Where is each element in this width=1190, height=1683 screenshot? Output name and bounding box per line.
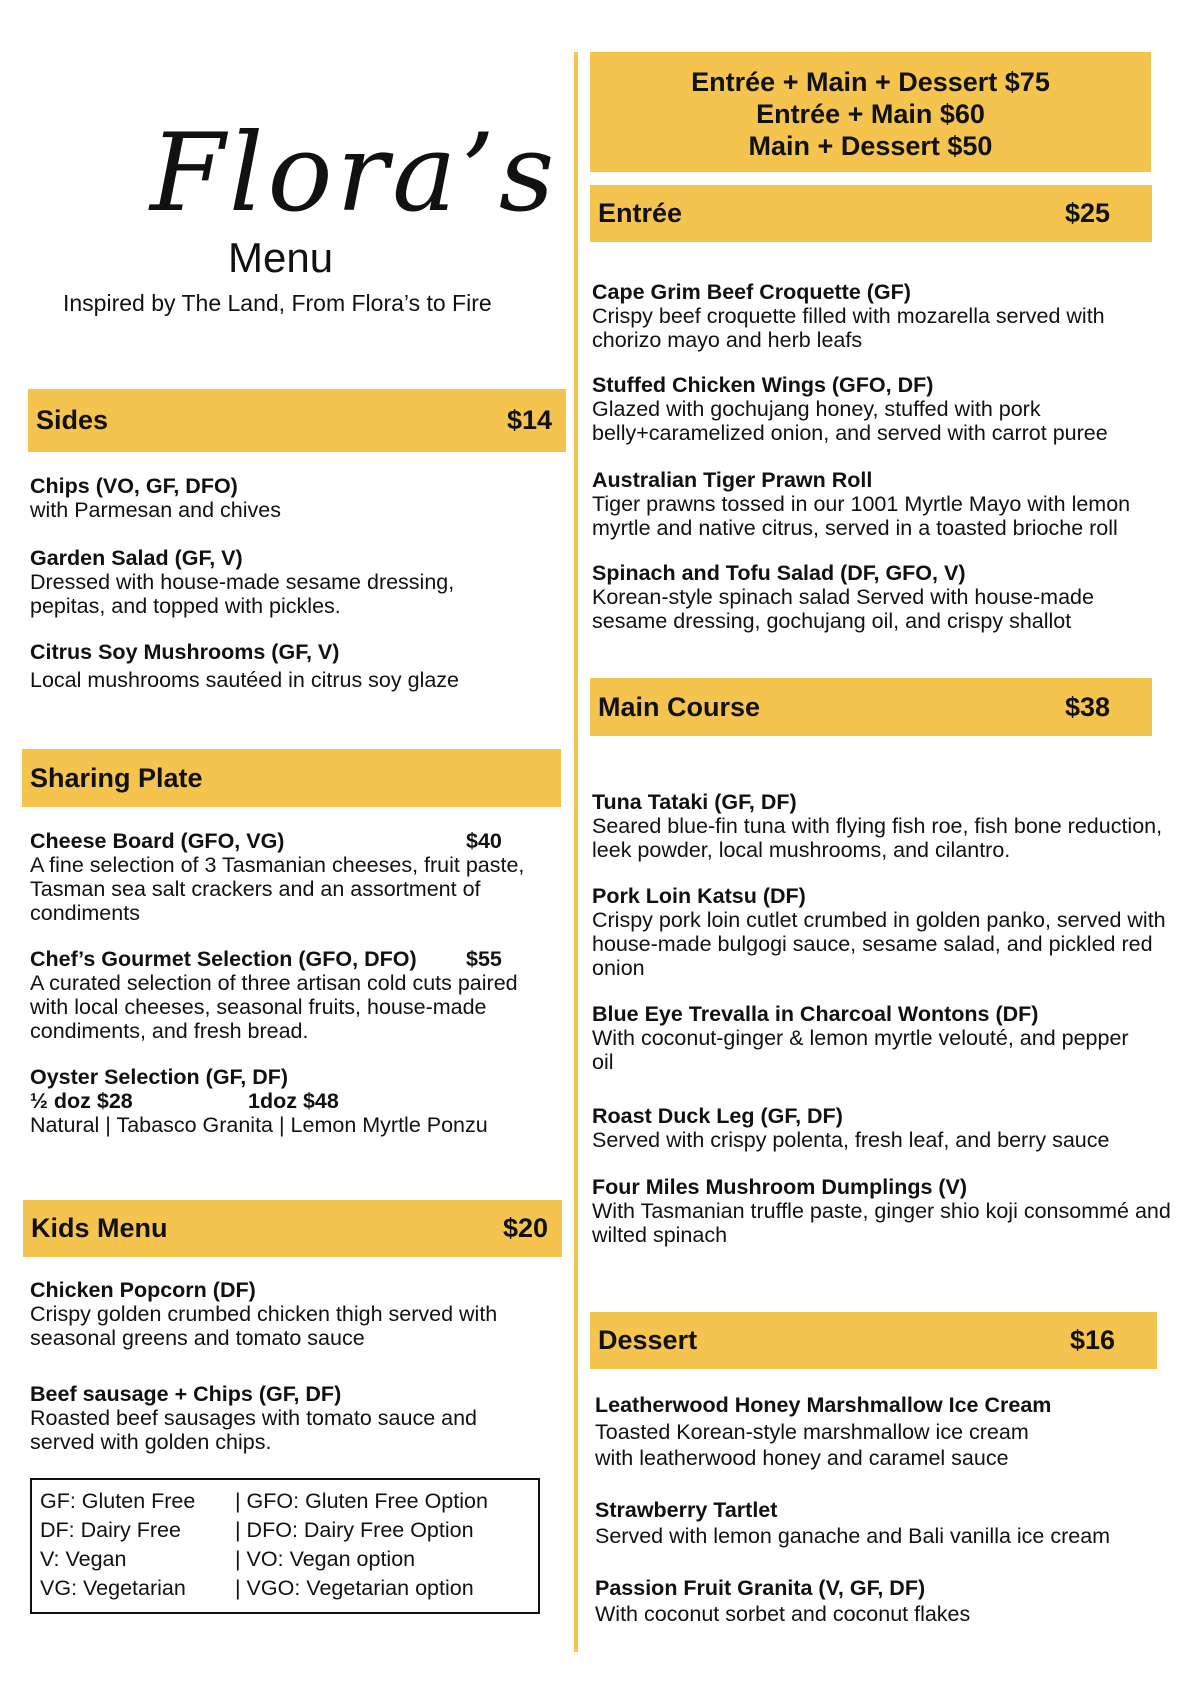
kids-item	[30, 1382, 530, 1454]
legend-abbrev: V: Vegan	[40, 1547, 127, 1571]
item-desc: Served with crispy polenta, fresh leaf, and berry sauce	[592, 1128, 1110, 1152]
item-title: Tuna Tataki (GF, DF)	[592, 790, 797, 814]
dessert-item	[595, 1576, 1165, 1626]
item-desc: Dressed with house-made sesame dressing, pepitas, and topped with pickles.	[30, 570, 455, 618]
sharing-item	[30, 829, 560, 925]
item-desc: Tiger prawns tossed in our 1001 Myrtle Mayo with lemon myrtle and native citrus, served in a toasted brioche roll	[592, 492, 1131, 540]
main-course-label: Main Course	[598, 691, 761, 722]
item-price: $55	[466, 947, 502, 971]
item-desc: Glazed with gochujang honey, stuffed with pork belly+caramelized onion, and served with carrot puree	[592, 397, 1108, 445]
entree-price: $25	[1064, 198, 1110, 228]
item-desc: Served with lemon ganache and Bali vanilla ice cream	[595, 1524, 1111, 1548]
entree-header	[590, 185, 1152, 242]
sides-header	[28, 389, 566, 452]
item-title: Beef sausage + Chips (GF, DF)	[30, 1382, 342, 1406]
item-desc: A curated selection of three artisan cold cuts paired with local cheeses, seasonal fruits, house-made condiments, and fresh bread.	[30, 971, 518, 1043]
entree-item	[592, 373, 1162, 445]
item-title: Leatherwood Honey Marshmallow Ice Cream	[595, 1393, 1052, 1417]
sides-label: Sides	[36, 405, 109, 435]
item-title: Cheese Board (GFO, VG)	[30, 829, 285, 853]
item-title: Cape Grim Beef Croquette (GF)	[592, 280, 911, 304]
sharing-label: Sharing Plate	[30, 762, 203, 793]
main-item	[592, 1175, 1177, 1247]
item-title: Chef’s Gourmet Selection (GFO, DFO)	[30, 947, 417, 971]
main-item	[592, 790, 1177, 862]
item-desc: Crispy beef croquette filled with mozarella served with chorizo mayo and herb leafs	[592, 304, 1105, 352]
item-title: Chicken Popcorn (DF)	[30, 1278, 256, 1302]
oyster-half-dozen: ½ doz $28	[30, 1089, 133, 1113]
legend-option: | GFO: Gluten Free Option	[235, 1489, 488, 1513]
item-desc: Crispy golden crumbed chicken thigh served with seasonal greens and tomato sauce	[30, 1302, 498, 1350]
sides-item	[30, 640, 560, 692]
item-title: Strawberry Tartlet	[595, 1498, 778, 1522]
legend-abbrev: VG: Vegetarian	[40, 1576, 186, 1600]
dietary-legend	[30, 1478, 540, 1614]
main-course-price: $38	[1064, 691, 1110, 722]
item-desc: Local mushrooms sautéed in citrus soy glaze	[30, 668, 460, 692]
oyster-dozen: 1doz $48	[248, 1089, 339, 1113]
set-menu-box	[590, 52, 1151, 172]
legend-option: | VO: Vegan option	[235, 1547, 416, 1571]
set-menu-entree-main: Entrée + Main $60	[756, 99, 985, 129]
item-title: Spinach and Tofu Salad (DF, GFO, V)	[592, 561, 966, 585]
main-item	[592, 1002, 1132, 1074]
item-title: Pork Loin Katsu (DF)	[592, 884, 806, 908]
item-desc: With Tasmanian truffle paste, ginger shio koji consommé and wilted spinach	[592, 1199, 1171, 1247]
item-title: Roast Duck Leg (GF, DF)	[592, 1104, 843, 1128]
kids-label: Kids Menu	[31, 1213, 168, 1243]
item-title: Stuffed Chicken Wings (GFO, DF)	[592, 373, 934, 397]
main-item	[592, 1104, 1162, 1152]
dessert-item	[595, 1498, 1165, 1548]
entree-item	[592, 468, 1177, 540]
item-title: Garden Salad (GF, V)	[30, 546, 243, 570]
item-desc: Korean-style spinach salad Served with house-made sesame dressing, gochujang oil, and crispy shallot	[592, 585, 1094, 633]
sharing-header	[22, 749, 561, 807]
item-title: Australian Tiger Prawn Roll	[592, 468, 873, 492]
kids-item	[30, 1278, 560, 1350]
main-item	[592, 884, 1172, 980]
sides-item	[30, 546, 505, 618]
item-desc: Seared blue-fin tuna with flying fish roe, fish bone reduction, leek powder, local mushrooms, and cilantro.	[592, 814, 1163, 862]
item-desc: With coconut-ginger & lemon myrtle velouté, and pepper oil	[592, 1026, 1129, 1074]
menu-title: Menu	[228, 234, 334, 281]
kids-header	[23, 1200, 562, 1257]
item-title: Blue Eye Trevalla in Charcoal Wontons (DF)	[592, 1002, 1039, 1026]
sides-price: $14	[506, 405, 552, 435]
legend-abbrev: GF: Gluten Free	[40, 1489, 196, 1513]
item-title: Passion Fruit Granita (V, GF, DF)	[595, 1576, 926, 1600]
set-menu-main-dessert: Main + Dessert $50	[748, 131, 993, 161]
column-divider	[574, 52, 578, 1652]
dessert-price: $16	[1069, 1325, 1115, 1355]
dessert-label: Dessert	[598, 1325, 698, 1355]
legend-option: | VGO: Vegetarian option	[235, 1576, 474, 1600]
entree-item	[592, 280, 1162, 352]
item-desc: with Parmesan and chives	[30, 498, 281, 522]
item-title: Chips (VO, GF, DFO)	[30, 474, 238, 498]
item-desc: With coconut sorbet and coconut flakes	[595, 1602, 971, 1626]
oyster-prices	[30, 1089, 560, 1113]
item-desc: A fine selection of 3 Tasmanian cheeses, fruit paste, Tasman sea salt crackers and an assortment of condiments	[30, 853, 525, 925]
item-desc: Crispy pork loin cutlet crumbed in golden panko, served with house-made bulgogi sauce, sesame salad, and pickled red onion	[592, 908, 1166, 980]
item-price: $40	[466, 829, 502, 853]
sharing-item	[30, 1065, 560, 1137]
item-desc: Roasted beef sausages with tomato sauce and served with golden chips.	[30, 1406, 478, 1454]
dessert-item	[595, 1393, 1155, 1471]
main-course-header	[590, 678, 1152, 736]
item-title: Citrus Soy Mushrooms (GF, V)	[30, 640, 340, 664]
kids-price: $20	[502, 1213, 548, 1243]
item-desc: Natural | Tabasco Granita | Lemon Myrtle Ponzu	[30, 1113, 488, 1137]
sides-item	[30, 474, 560, 522]
legend-abbrev: DF: Dairy Free	[40, 1518, 181, 1542]
sharing-item	[30, 947, 540, 1043]
set-menu-three-course: Entrée + Main + Dessert $75	[691, 67, 1050, 97]
dessert-header	[590, 1312, 1157, 1369]
menu-title-script: Flora’s	[150, 111, 559, 236]
item-title: Oyster Selection (GF, DF)	[30, 1065, 289, 1089]
entree-label: Entrée	[598, 198, 683, 228]
entree-item	[592, 561, 1162, 633]
item-title: Four Miles Mushroom Dumplings (V)	[592, 1175, 968, 1199]
item-desc: Toasted Korean-style marshmallow ice cream with leatherwood honey and caramel sauce	[595, 1420, 1029, 1470]
legend-option: | DFO: Dairy Free Option	[235, 1518, 474, 1542]
menu-tagline: Inspired by The Land, From Flora’s to Fire	[63, 290, 492, 316]
